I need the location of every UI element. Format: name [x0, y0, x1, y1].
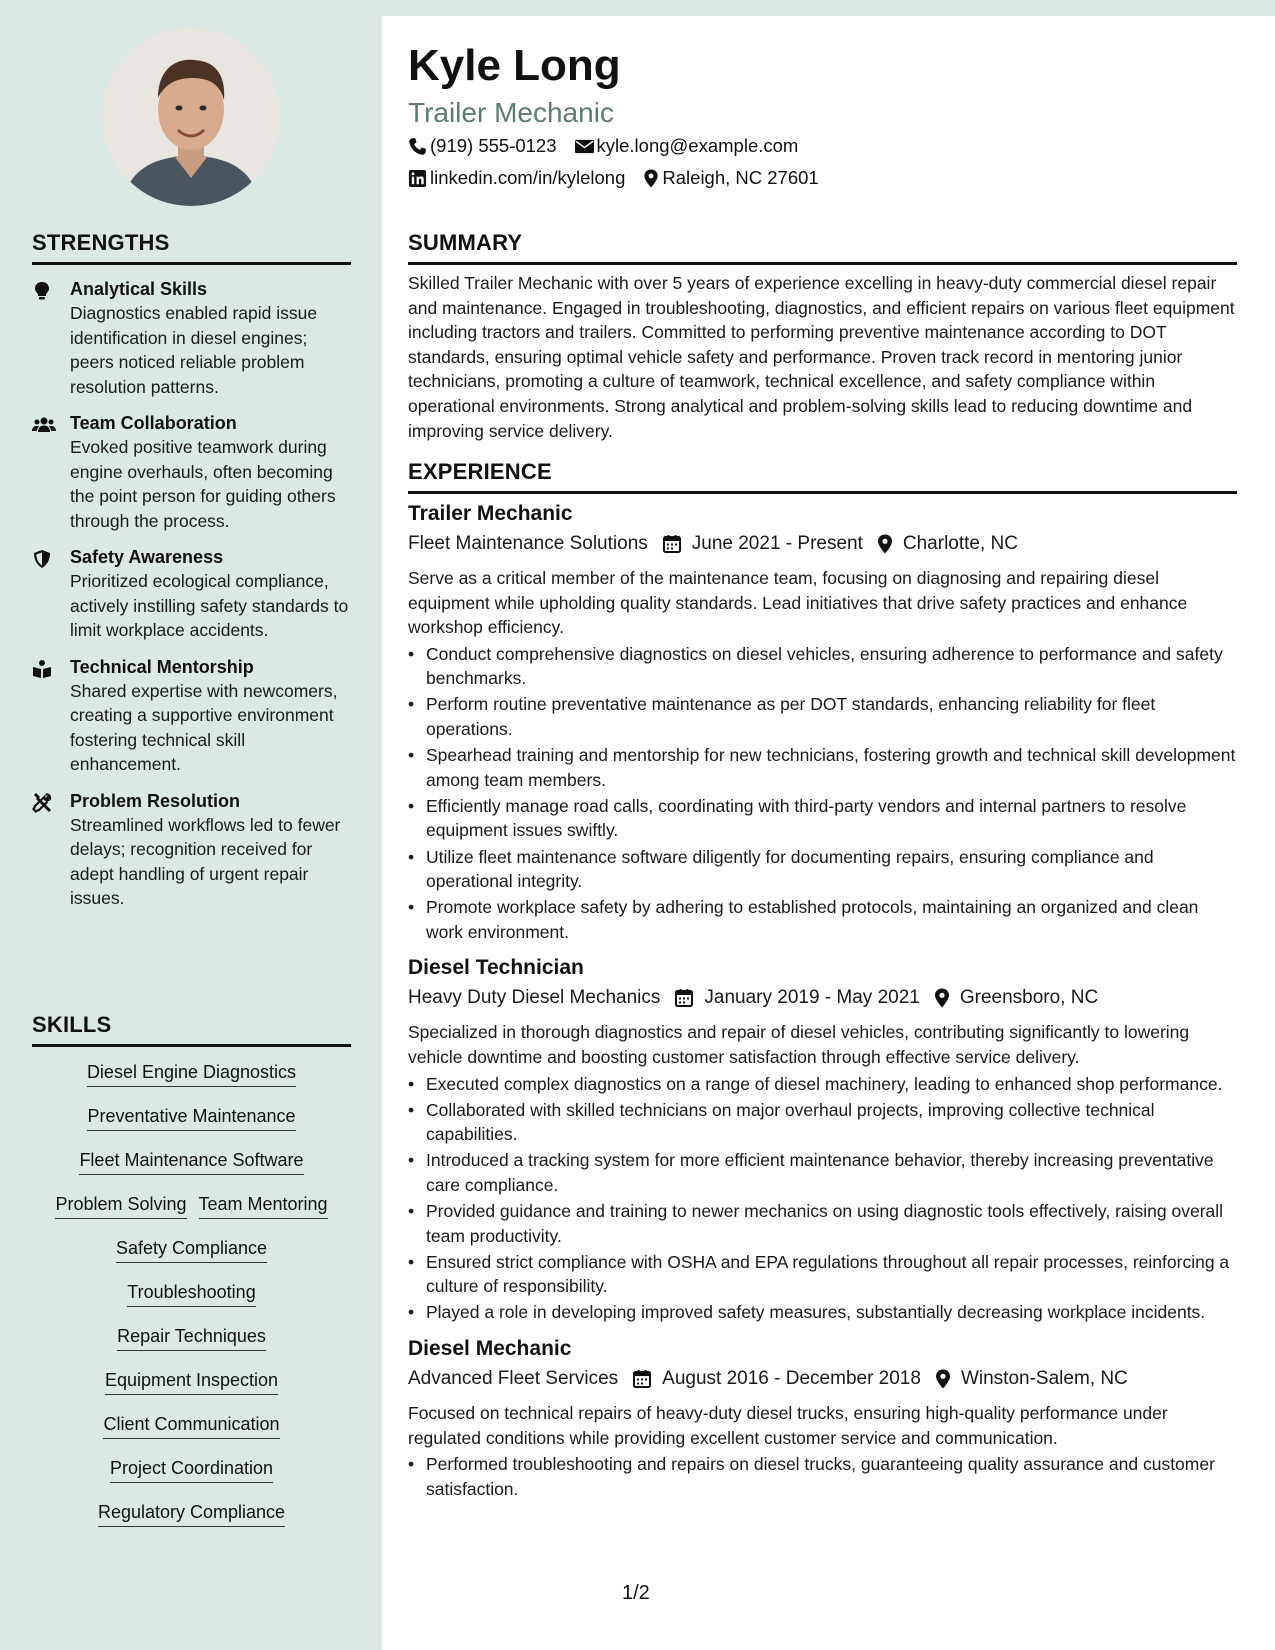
job-bullets [408, 1072, 1237, 1325]
phone-text[interactable]: (919) 555-0123 [430, 135, 557, 156]
job-bullet: • Executed complex diagnostics on a range of diesel machinery, leading to enhanced shop performance. [408, 1072, 1237, 1097]
skill-tag: Team Mentoring [199, 1193, 328, 1219]
job-title: Diesel Mechanic [408, 1337, 572, 1361]
strengths-section [32, 230, 351, 911]
strength-item [32, 655, 351, 777]
summary-heading: SUMMARY [408, 230, 1237, 265]
job-bullet: • Perform routine preventative maintenance as per DOT standards, enhancing reliability for fleet operations. [408, 692, 1237, 741]
strength-desc: Shared expertise with newcomers, creating a supportive environment fostering technical skill enhancement. [70, 680, 338, 774]
contact-row [408, 166, 837, 190]
strength-desc: Streamlined workflows led to fewer delays; recognition received for adept handling of urgent repair issues. [70, 814, 341, 908]
strength-item [32, 789, 351, 911]
phone-icon [408, 137, 427, 156]
skill-tag: Troubleshooting [127, 1281, 255, 1307]
candidate-title: Trailer Mechanic [408, 97, 614, 128]
strengths-heading: STRENGTHS [32, 230, 351, 265]
strength-item [32, 545, 351, 643]
skill-tag: Problem Solving [55, 1193, 186, 1219]
job-bullet: • Promote workplace safety by adhering to established protocols, maintaining an organized and clean work environment. [408, 895, 1237, 944]
job-meta [408, 1365, 1237, 1393]
job-bullet: • Utilize fleet maintenance software diligently for documenting repairs, ensuring compliance and operational integrity. [408, 845, 1237, 894]
candidate-name: Kyle Long [408, 41, 621, 90]
job-dates: August 2016 - December 2018 [662, 1368, 921, 1390]
job-bullet: • Provided guidance and training to newer mechanics on using diagnostic tools effectively, raising overall team productivity. [408, 1199, 1237, 1248]
job-entry [408, 500, 1237, 944]
job-title: Trailer Mechanic [408, 502, 573, 525]
job-bullet: • Performed troubleshooting and repairs on diesel trucks, guaranteeing quality assurance and customer satisfaction. [408, 1452, 1237, 1501]
linkedin-icon [408, 169, 427, 188]
shield-icon [32, 549, 52, 569]
job-company: Fleet Maintenance Solutions [408, 533, 648, 554]
linkedin-link[interactable]: linkedin.com/in/kylelong [430, 167, 626, 188]
location-icon [934, 988, 950, 1008]
page-number: 1/2 [622, 1582, 650, 1604]
strength-desc: Evoked positive teamwork during engine overhauls, often becoming the point person for guiding others through the process. [70, 437, 336, 531]
job-bullet: • Ensured strict compliance with OSHA and EPA regulations throughout all repair processes, reinforcing a culture of responsibility. [408, 1250, 1237, 1299]
calendar-icon [674, 988, 694, 1008]
strength-desc: Diagnostics enabled rapid issue identification in diesel engines; peers noticed reliable problem resolution patterns. [70, 303, 318, 397]
summary-section [408, 230, 1237, 443]
job-title: Diesel Technician [408, 956, 584, 980]
strength-item [32, 411, 351, 533]
sidebar [0, 0, 382, 1650]
mentor-icon [32, 659, 52, 679]
job-entry [408, 1335, 1237, 1501]
skill-tag: Fleet Maintenance Software [79, 1149, 303, 1175]
strength-title: Problem Resolution [70, 790, 241, 811]
skills-section [32, 1012, 351, 1545]
experience-heading: EXPERIENCE [408, 459, 1237, 494]
job-meta [408, 984, 1237, 1012]
skill-tag: Diesel Engine Diagnostics [87, 1061, 296, 1087]
location-text: Raleigh, NC 27601 [662, 167, 819, 188]
strength-desc: Prioritized ecological compliance, actively instilling safety standards to limit workplace accidents. [70, 571, 349, 640]
job-bullet: • Introduced a tracking system for more efficient maintenance behavior, thereby increasing preventative care compliance. [408, 1148, 1237, 1197]
job-bullets [408, 642, 1237, 945]
calendar-icon [632, 1369, 652, 1389]
skills-heading: SKILLS [32, 1012, 351, 1047]
profile-photo [102, 28, 280, 206]
strength-item [32, 277, 351, 399]
job-bullet: • Conduct comprehensive diagnostics on diesel vehicles, ensuring adherence to performance and safety benchmarks. [408, 642, 1237, 691]
users-icon [32, 415, 56, 435]
contact-row [408, 134, 816, 158]
lightbulb-icon [32, 281, 52, 301]
calendar-icon [662, 534, 682, 554]
job-dates: January 2019 - May 2021 [704, 987, 920, 1009]
skill-tag: Equipment Inspection [105, 1369, 278, 1395]
job-bullets [408, 1452, 1237, 1501]
main-content [382, 16, 1275, 1650]
strength-title: Safety Awareness [70, 547, 224, 567]
strength-title: Technical Mentorship [70, 656, 254, 677]
strength-title: Team Collaboration [70, 413, 237, 433]
tools-icon [32, 793, 52, 813]
job-description: Specialized in thorough diagnostics and repair of diesel vehicles, contributing significantly to lowering vehicle downtime and boosting customer satisfaction through effective service delivery. [408, 1022, 1190, 1067]
summary-text: Skilled Trailer Mechanic with over 5 years of experience excelling in heavy-duty commercial diesel repair and maintenance. Engaged in troubleshooting, diagnostics, and efficient repairs on various fleet equipment including tractors and trailers. Committed to performing preventive maintenance according to DOT standards, ensuring optimal vehicle safety and performance. Proven track record in mentoring junior technicians, promoting a culture of teamwork, technical excellence, and safety compliance within operational environments. Strong analytical and problem-solving skills lead to reducing downtime and improving service delivery. [408, 273, 1235, 441]
job-meta [408, 530, 1237, 558]
job-bullet: • Collaborated with skilled technicians on major overhaul projects, improving collective technical capabilities. [408, 1098, 1237, 1147]
job-location: Winston-Salem, NC [960, 1368, 1128, 1390]
job-company: Advanced Fleet Services [408, 1368, 619, 1390]
strength-title: Analytical Skills [70, 279, 208, 299]
strengths-list [32, 277, 351, 911]
skill-tag: Repair Techniques [117, 1325, 266, 1351]
skill-tag: Safety Compliance [116, 1237, 267, 1263]
avatar [102, 28, 280, 206]
job-description: Focused on technical repairs of heavy-duty diesel trucks, ensuring high-quality performance under regulated conditions while providing excellent customer service and communication. [408, 1403, 1168, 1448]
email-link[interactable]: kyle.long@example.com [596, 135, 799, 156]
job-bullet: • Spearhead training and mentorship for new technicians, fostering growth and technical skill development among team members. [408, 743, 1237, 792]
job-dates: June 2021 - Present [691, 533, 863, 554]
email-icon [575, 137, 594, 156]
experience-section [408, 459, 1237, 1503]
job-entry [408, 954, 1237, 1325]
location-icon [935, 1369, 951, 1389]
job-description: Serve as a critical member of the maintenance team, focusing on diagnosing and repairing diesel equipment while upholding quality standards. Lead initiatives that drive safety practices and enhance workshop efficiency. [408, 568, 1188, 638]
skill-tag: Preventative Maintenance [87, 1105, 295, 1131]
job-bullet: • Played a role in developing improved safety measures, substantially decreasing workplace incidents. [408, 1300, 1237, 1325]
skill-tag: Client Communication [103, 1413, 279, 1439]
job-location: Greensboro, NC [959, 987, 1099, 1009]
job-company: Heavy Duty Diesel Mechanics [408, 987, 661, 1009]
job-bullet: • Efficiently manage road calls, coordinating with third-party vendors and internal partners to resolve equipment issues swiftly. [408, 794, 1237, 843]
location-icon [643, 169, 659, 188]
skill-tag: Project Coordination [110, 1457, 273, 1483]
job-location: Charlotte, NC [902, 533, 1018, 554]
location-icon [877, 534, 893, 554]
skills-list [32, 1061, 351, 1545]
skill-tag: Regulatory Compliance [98, 1501, 285, 1527]
